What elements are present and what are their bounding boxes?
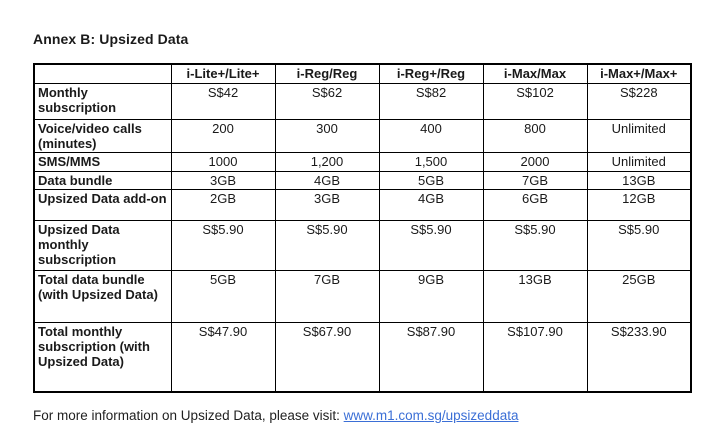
- footer-note: [33, 408, 690, 423]
- cell-value: 13GB: [483, 270, 587, 322]
- column-header-regplus: i-Reg+/Reg: [379, 64, 483, 83]
- table-row-total-monthly-subscription: [34, 322, 691, 392]
- cell-value: 800: [483, 119, 587, 152]
- cell-value: S$102: [483, 83, 587, 119]
- table-row-sms-mms: [34, 152, 691, 171]
- row-label: Upsized Data add-on: [34, 189, 171, 220]
- cell-value: S$42: [171, 83, 275, 119]
- column-header-blank: [34, 64, 171, 83]
- cell-value: S$47.90: [171, 322, 275, 392]
- cell-value: S$107.90: [483, 322, 587, 392]
- cell-value: Unlimited: [587, 119, 691, 152]
- cell-value: 1000: [171, 152, 275, 171]
- cell-value: S$67.90: [275, 322, 379, 392]
- cell-value: S$5.90: [483, 220, 587, 270]
- table-row-upsized-data-addon: [34, 189, 691, 220]
- row-label: Data bundle: [34, 171, 171, 189]
- cell-value: 5GB: [171, 270, 275, 322]
- row-label: Upsized Data monthly subscription: [34, 220, 171, 270]
- column-header-maxplus: i-Max+/Max+: [587, 64, 691, 83]
- row-label: Voice/video calls (minutes): [34, 119, 171, 152]
- cell-value: 7GB: [275, 270, 379, 322]
- cell-value: S$233.90: [587, 322, 691, 392]
- cell-value: 300: [275, 119, 379, 152]
- cell-value: 4GB: [275, 171, 379, 189]
- row-label: SMS/MMS: [34, 152, 171, 171]
- cell-value: S$87.90: [379, 322, 483, 392]
- cell-value: 400: [379, 119, 483, 152]
- upsized-data-table: [33, 63, 692, 393]
- cell-value: S$5.90: [587, 220, 691, 270]
- cell-value: 3GB: [171, 171, 275, 189]
- column-header-lite: i-Lite+/Lite+: [171, 64, 275, 83]
- cell-value: 25GB: [587, 270, 691, 322]
- cell-value: 200: [171, 119, 275, 152]
- table-row-voice-video-calls: [34, 119, 691, 152]
- column-header-max: i-Max/Max: [483, 64, 587, 83]
- table-row-total-data-bundle: [34, 270, 691, 322]
- column-header-reg: i-Reg/Reg: [275, 64, 379, 83]
- row-label: Total data bundle (with Upsized Data): [34, 270, 171, 322]
- cell-value: 3GB: [275, 189, 379, 220]
- cell-value: 5GB: [379, 171, 483, 189]
- footer-text: For more information on Upsized Data, please visit:: [33, 408, 344, 423]
- cell-value: 6GB: [483, 189, 587, 220]
- table-row-monthly-subscription: [34, 83, 691, 119]
- cell-value: 4GB: [379, 189, 483, 220]
- cell-value: S$62: [275, 83, 379, 119]
- cell-value: S$228: [587, 83, 691, 119]
- cell-value: Unlimited: [587, 152, 691, 171]
- upsizeddata-link[interactable]: www.m1.com.sg/upsizeddata: [343, 408, 519, 423]
- cell-value: 7GB: [483, 171, 587, 189]
- cell-value: 1,200: [275, 152, 379, 171]
- cell-value: S$5.90: [275, 220, 379, 270]
- cell-value: 12GB: [587, 189, 691, 220]
- cell-value: S$5.90: [171, 220, 275, 270]
- table-row-data-bundle: [34, 171, 691, 189]
- table-row-upsized-monthly-subscription: [34, 220, 691, 270]
- cell-value: 2GB: [171, 189, 275, 220]
- page-title: Annex B: Upsized Data: [33, 31, 189, 47]
- cell-value: 2000: [483, 152, 587, 171]
- cell-value: 9GB: [379, 270, 483, 322]
- row-label: Monthly subscription: [34, 83, 171, 119]
- header-row: [34, 64, 691, 83]
- cell-value: S$82: [379, 83, 483, 119]
- cell-value: 13GB: [587, 171, 691, 189]
- cell-value: S$5.90: [379, 220, 483, 270]
- row-label: Total monthly subscription (with Upsized Data): [34, 322, 171, 392]
- cell-value: 1,500: [379, 152, 483, 171]
